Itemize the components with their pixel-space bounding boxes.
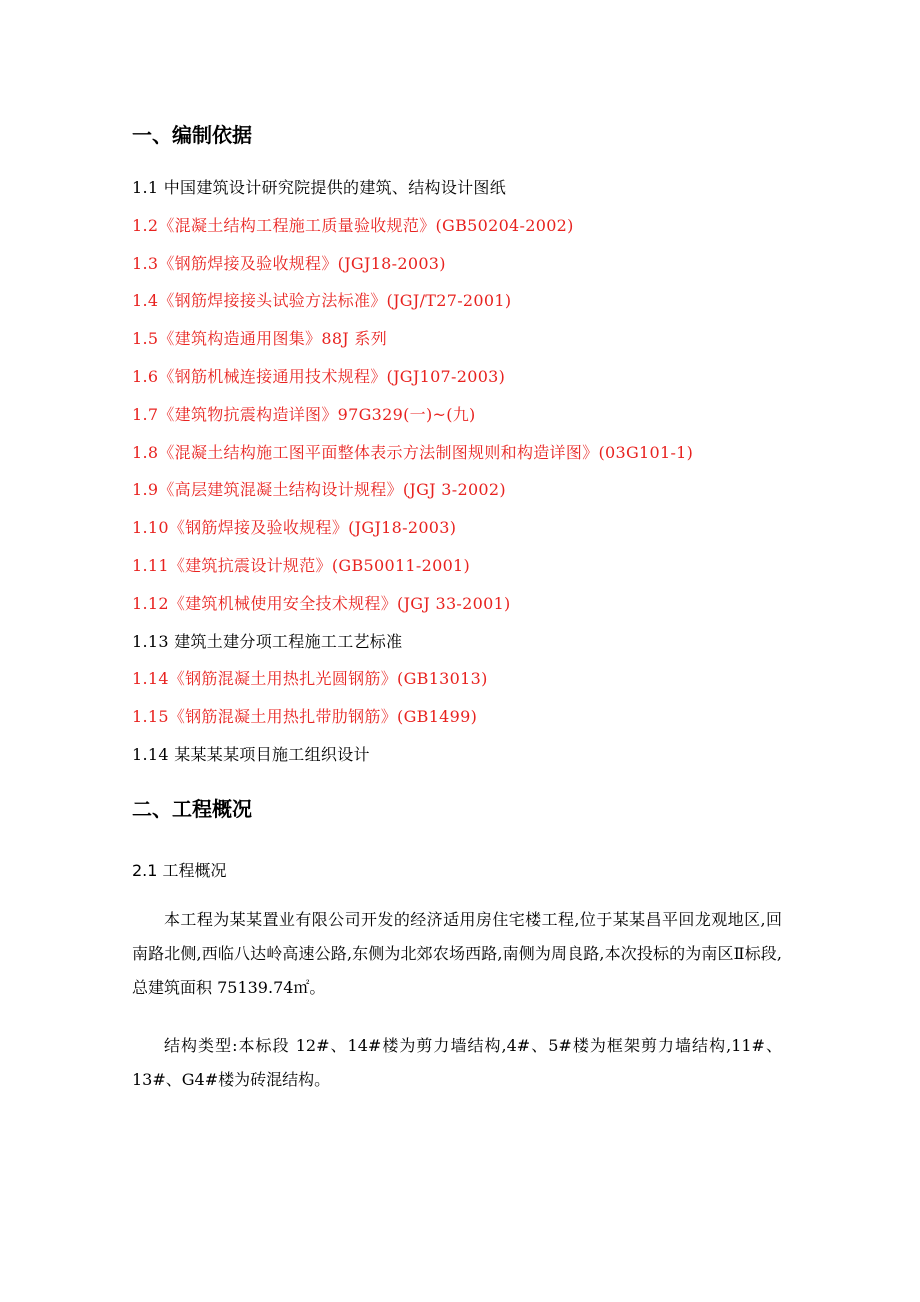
reference-item: 1.14《钢筋混凝土用热扎光圆钢筋》(GB13013) [132, 669, 488, 689]
overview-paragraph: 本工程为某某置业有限公司开发的经济适用房住宅楼工程,位于某某昌平回龙观地区,回南路北侧,西临八达岭高速公路,东侧为北郊农场西路,南侧为周良路,本次投标的为南区Ⅱ标段,总建筑面积 75139.74㎡。 [132, 910, 782, 997]
reference-item: 1.2《混凝土结构工程施工质量验收规范》(GB50204-2002) [132, 215, 574, 235]
reference-item: 1.3《钢筋焊接及验收规程》(JGJ18-2003) [132, 253, 446, 273]
reference-item: 1.6《钢筋机械连接通用技术规程》(JGJ107-2003) [132, 366, 506, 386]
structure-type-paragraph: 结构类型:本标段 12#、14#楼为剪力墙结构,4#、5#楼为框架剪力墙结构,11#、13#、G4#楼为砖混结构。 [132, 1036, 782, 1089]
reference-item: 1.13 建筑土建分项工程施工工艺标准 [132, 631, 403, 651]
subsection-heading-overview: 2.1 工程概况 [132, 861, 227, 880]
reference-item: 1.1 中国建筑设计研究院提供的建筑、结构设计图纸 [132, 178, 507, 197]
reference-item: 1.10《钢筋焊接及验收规程》(JGJ18-2003) [132, 518, 457, 538]
reference-item: 1.12《建筑机械使用安全技术规程》(JGJ 33-2001) [132, 593, 511, 613]
reference-list [132, 176, 693, 781]
reference-item: 1.8《混凝土结构施工图平面整体表示方法制图规则和构造详图》(03G101-1) [132, 442, 694, 462]
section-heading-basis: 一、编制依据 [132, 123, 252, 147]
reference-item: 1.11《建筑抗震设计规范》(GB50011-2001) [132, 555, 471, 575]
section-heading-overview: 二、工程概况 [132, 797, 252, 821]
reference-item: 1.7《建筑物抗震构造详图》97G329(一)~(九) [132, 404, 476, 424]
reference-item: 1.15《钢筋混凝土用热扎带肋钢筋》(GB1499) [132, 707, 478, 727]
reference-item: 1.14 某某某某项目施工组织设计 [132, 744, 370, 764]
reference-item: 1.9《高层建筑混凝土结构设计规程》(JGJ 3-2002) [132, 480, 506, 500]
reference-item: 1.5《建筑构造通用图集》88J 系列 [132, 329, 388, 349]
reference-item: 1.4《钢筋焊接接头试验方法标准》(JGJ/T27-2001) [132, 291, 512, 311]
